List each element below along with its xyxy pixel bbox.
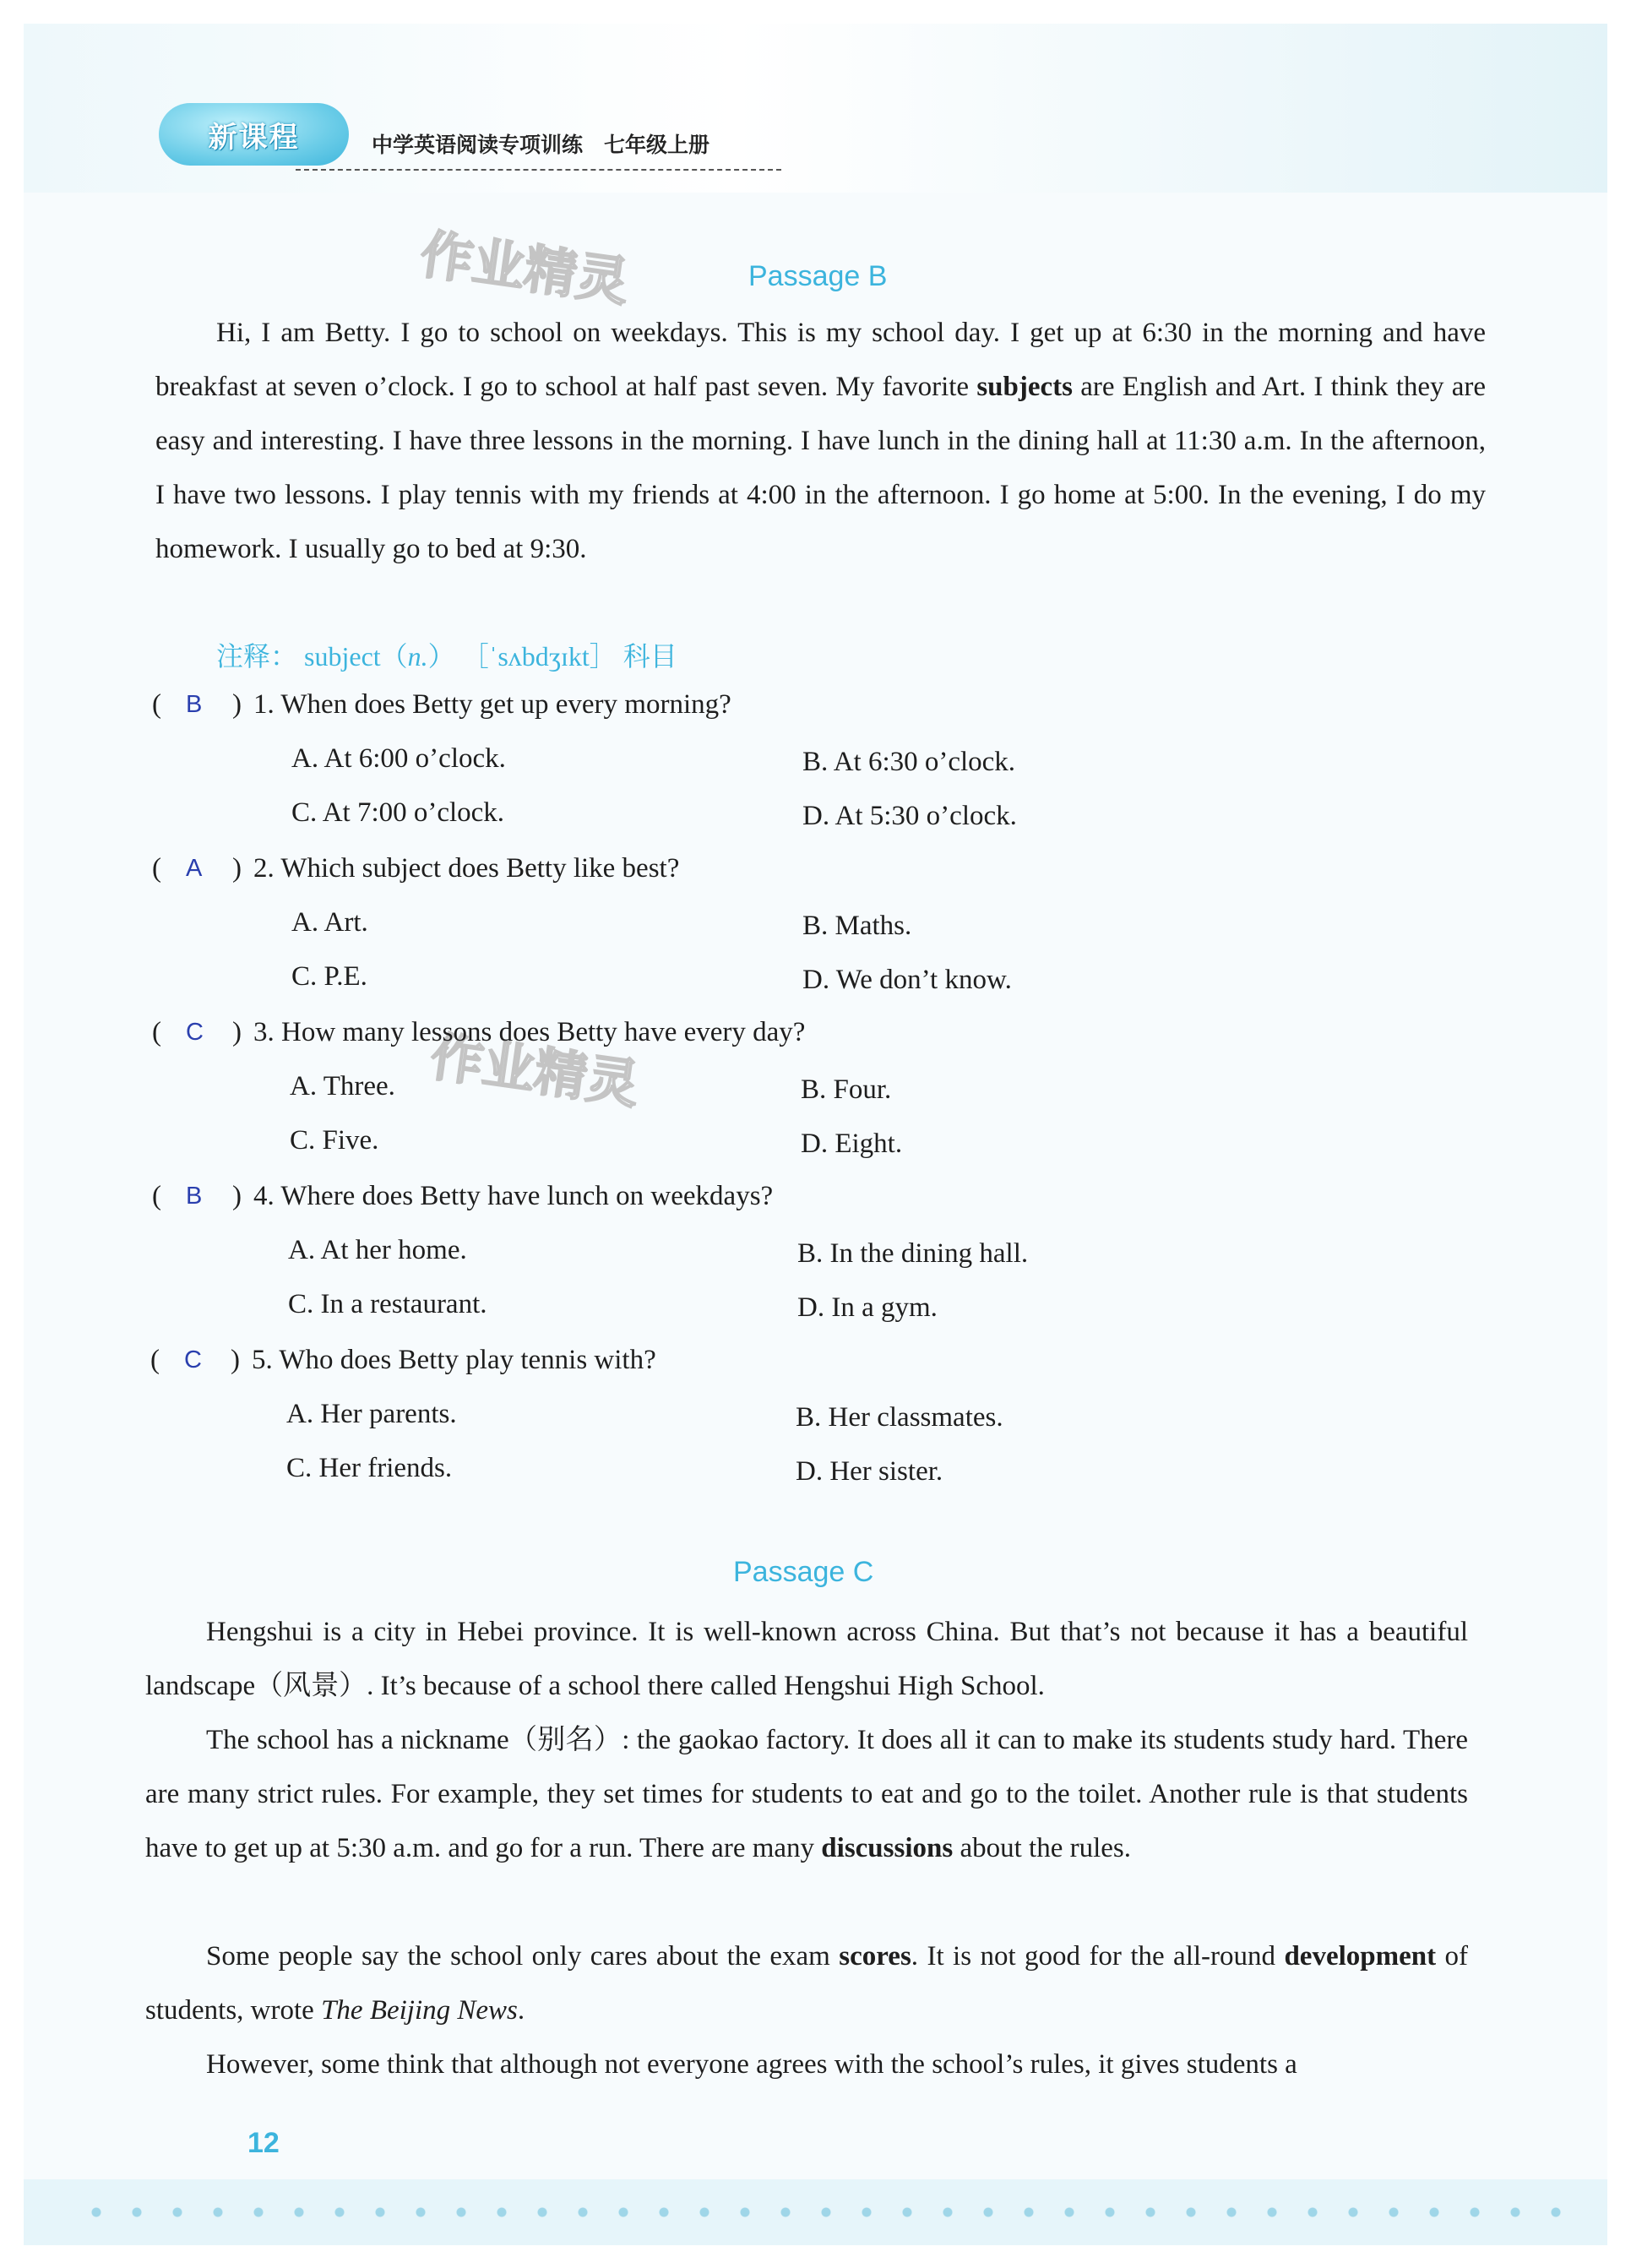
q1-option-b: B. At 6:30 o’clock. (802, 747, 1016, 777)
bold-word-development: development (1284, 1941, 1437, 1972)
answer-4: B (186, 1183, 203, 1210)
q5-option-b: B. Her classmates. (796, 1402, 1003, 1433)
q4-option-d: D. In a gym. (797, 1292, 938, 1323)
q3-option-c: C. Five. (290, 1125, 379, 1156)
note-pronunciation: ［ˈsʌbdʒɪkt］ (461, 641, 617, 672)
newspaper-name: The Beijing News (321, 1995, 518, 2026)
answer-1: B (186, 691, 203, 718)
q1-option-c: C. At 7:00 o’clock. (291, 797, 505, 828)
q5-option-c: C. Her friends. (286, 1453, 453, 1483)
header-divider (296, 169, 781, 171)
bold-word-discussions: discussions (821, 1833, 954, 1863)
vocabulary-note: 注释： subject（n.） ［ˈsʌbdʒɪkt］ 科目 (216, 641, 677, 672)
q4-option-b: B. In the dining hall. (797, 1238, 1029, 1269)
q2-option-b: B. Maths. (802, 911, 912, 941)
question-1-text: 1. When does Betty get up every morning? (253, 689, 731, 720)
question-4-text: 4. Where does Betty have lunch on weekdays? (253, 1181, 774, 1211)
question-3-text: 3. How many lessons does Betty have every day? (253, 1017, 806, 1047)
answer-5: C (184, 1346, 202, 1373)
note-part-of-speech: n. (407, 641, 428, 672)
q4-option-c: C. In a restaurant. (288, 1289, 487, 1319)
question-2: ( A ) 2. Which subject does Betty like best? (152, 853, 680, 884)
series-badge: 新课程 (159, 103, 349, 166)
note-word: subject (304, 641, 381, 672)
answer-2: A (186, 855, 203, 882)
passage-c-paragraph-2 (145, 1713, 1468, 1875)
note-meaning: 科目 (622, 641, 677, 672)
question-3: ( C ) 3. How many lessons does Betty have every day? (152, 1017, 806, 1047)
q5-option-a: A. Her parents. (286, 1399, 457, 1429)
watermark-middle: 作业精灵 (427, 1025, 644, 1116)
note-label: 注释： (216, 641, 298, 672)
watermark-top: 作业精灵 (416, 223, 633, 313)
q2-option-a: A. Art. (291, 907, 368, 938)
book-subtitle: 中学英语阅读专项训练 七年级上册 (372, 133, 710, 157)
passage-b-title: Passage B (748, 260, 888, 292)
question-1: ( B ) 1. When does Betty get up every morning? (152, 689, 731, 720)
passage-c-paragraph-4: However, some think that although not everyone agrees with the school’s rules, it gives students a (206, 2049, 1297, 2080)
q3-option-d: D. Eight. (801, 1129, 903, 1159)
bold-word-scores: scores (839, 1941, 911, 1972)
bold-word-subjects: subjects (976, 372, 1074, 402)
answer-3: C (186, 1019, 204, 1046)
passage-b-text-part2: are English and Art. I think they are easy and interesting. I have three lessons in the morning. I have lunch in the dining hall at 11:30 a.m. In the afternoon, I have two lessons. I play tennis with my friends at 4:00 in the afternoon. I go home at 5:00. In the evening, I do my homework. I usually go to bed at 9:30. (155, 372, 1487, 564)
passage-c-paragraph-2-text: The school has a nickname（别名）: the gaokao factory. It does all it can to make its students study hard. There are many strict rules. For example, they set times for students to eat and go to the toilet. Another rule is that students have to get up at 5:30 a.m. and go for a run. There are many (145, 1725, 1468, 1863)
question-4: ( B ) 4. Where does Betty have lunch on weekdays? (152, 1181, 774, 1211)
question-2-text: 2. Which subject does Betty like best? (253, 853, 680, 884)
passage-c-paragraph-1: Hengshui is a city in Hebei province. It is well-known across China. But that’s not because it has a beautiful landscape（风景）. It’s because of a school there called Hengshui High School. (145, 1617, 1468, 1701)
q1-option-d: D. At 5:30 o’clock. (802, 801, 1017, 831)
q3-option-b: B. Four. (801, 1074, 892, 1105)
q3-option-a: A. Three. (290, 1071, 395, 1101)
passage-b-text-part1: Hi, I am Betty. I go to school on weekdays. This is my school day. I get up at 6:30 in the morning and have breakfast at seven o’clock. I go to school at half past seven. My favorite (155, 318, 1486, 402)
q2-option-c: C. P.E. (291, 961, 367, 992)
question-5-text: 5. Who does Betty play tennis with? (252, 1345, 656, 1375)
q1-option-a: A. At 6:00 o’clock. (291, 743, 506, 774)
q2-option-d: D. We don’t know. (802, 965, 1012, 995)
passage-c-title: Passage C (733, 1556, 874, 1588)
footer-dots (76, 2206, 1579, 2218)
passage-c-paragraph-3-source: of students, wrote (145, 1941, 1469, 2026)
passage-c-paragraph-3-middle: . It is not good for the all-round (911, 1941, 1276, 1972)
passage-c-paragraph-2-end: about the rules. (960, 1833, 1131, 1863)
q4-option-a: A. At her home. (288, 1235, 467, 1265)
q5-option-d: D. Her sister. (796, 1456, 943, 1487)
passage-b-text (155, 306, 1486, 576)
passage-c-paragraph-3-text: Some people say the school only cares about the exam (206, 1941, 830, 1972)
question-5: ( C ) 5. Who does Betty play tennis with? (150, 1345, 656, 1375)
page-number: 12 (247, 2127, 280, 2159)
passage-c-paragraph-3: Some people say the school only cares about the exam scores. It is not good for the all-round development of students, wrote The Beijing News. (145, 1941, 1469, 2026)
